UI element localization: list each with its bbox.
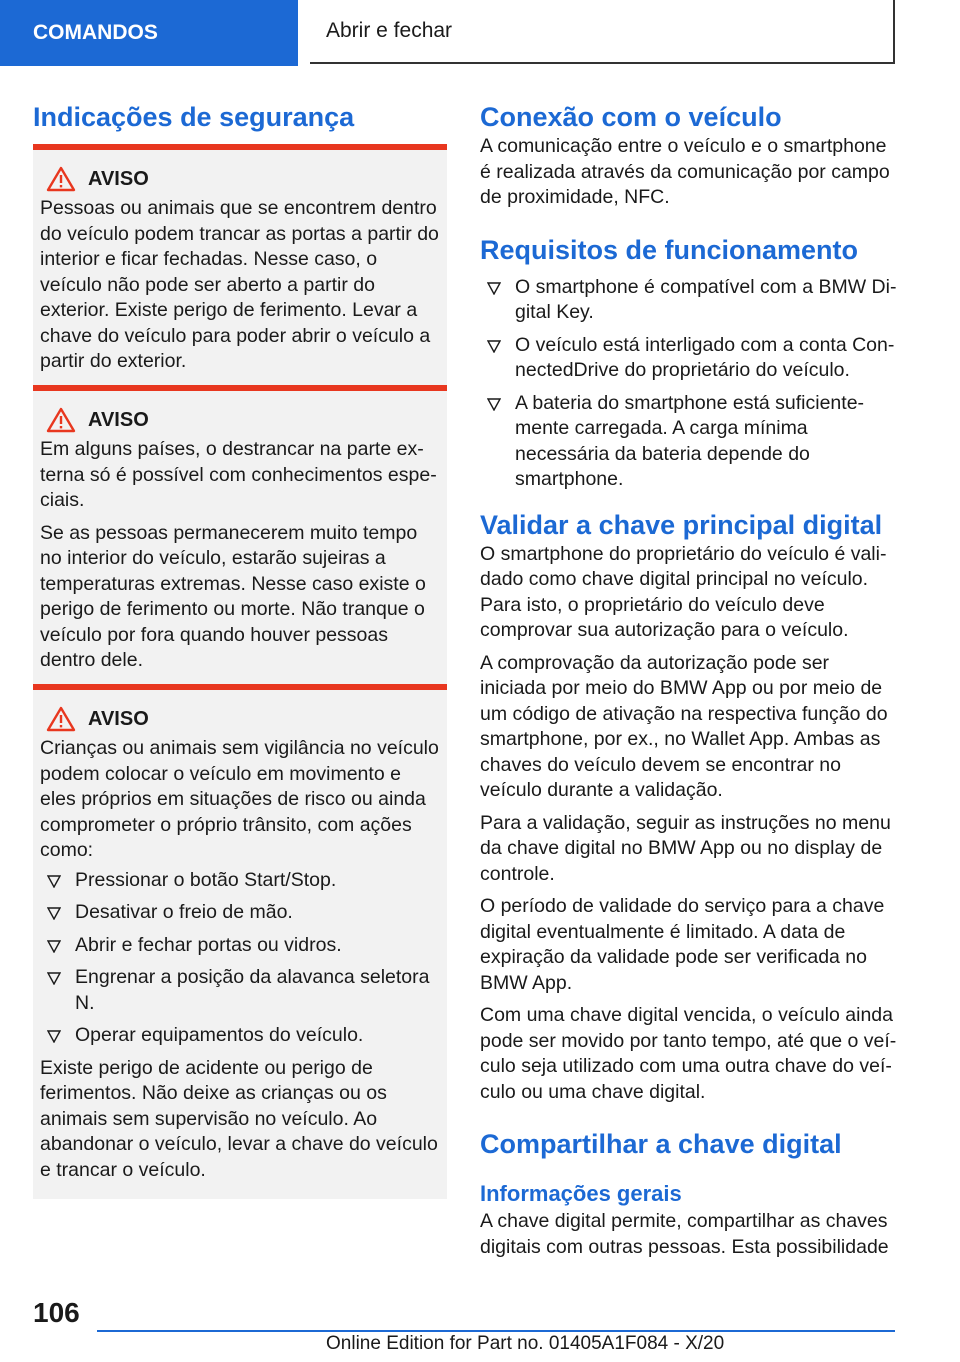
warning-text: Pessoas ou animais que se encontrem dentro do veículo podem trancar as portas a partir do interior e ficar fechadas. Nesse caso, o veículo não pode ser aberto a partir do exterior. Existe perigo de ferimento. Levar a chave do veículo para poder abrir o veículo a partir do exterior. — [40, 197, 439, 372]
validate-text: A comprovação da autorização pode ser iniciada por meio do BMW App ou por meio de um código de ativação na respectiva função do smartphone, por ex., no Wallet App. Ambas as chaves do veículo devem se encontrar no veículo durante a validação. — [480, 651, 888, 801]
share-text: A chave digital permite, compartilhar as chaves digitais com outras pessoas. Esta possibilidade — [480, 1210, 889, 1258]
warning-label: AVISO — [88, 408, 149, 431]
triangle-bullet-icon — [47, 972, 61, 985]
triangle-bullet-icon — [47, 907, 61, 920]
chapter-title: Abrir e fechar — [310, 0, 895, 64]
triangle-bullet-icon — [47, 1030, 61, 1043]
list-item: Pressionar o botão Start/Stop. — [40, 868, 439, 894]
connection-heading: Conexão com o veículo — [480, 102, 782, 132]
warning-text: Se as pessoas permanecerem muito tempo no interior do veículo, estarão sujeiras a temperaturas extremas. Nesse caso existe o perigo de ferimento ou morte. Não tranque o veículo por fora quando houver pessoas dentro dele. — [40, 521, 426, 671]
validate-text: O período de validade do serviço para a chave digital eventualmente é limitado. A data de expiração da validade pode ser verificada no BMW App. — [480, 895, 885, 994]
warning-list — [40, 868, 439, 1049]
list-item: Operar equipamentos do veículo. — [40, 1023, 439, 1049]
triangle-bullet-icon — [487, 398, 501, 411]
safety-heading: Indicações de segurança — [33, 102, 355, 132]
triangle-bullet-icon — [47, 940, 61, 953]
warning-text: Em alguns países, o destrancar na parte externa só é possível com conhecimentos especiais. — [40, 438, 437, 511]
warning-box-3 — [33, 684, 447, 1199]
validate-heading: Validar a chave principal digital — [480, 509, 883, 540]
list-item: Engrenar a posição da alavanca seletora N. — [40, 965, 439, 1016]
warning-box-1 — [33, 144, 447, 391]
validate-text: O smartphone do proprietário do veículo é validado como chave digital principal no veículo. Para isto, o proprietário do veículo deve comprovar sua autorização para o veículo. — [480, 542, 887, 641]
triangle-bullet-icon — [487, 282, 501, 295]
footer-rule — [97, 1330, 895, 1332]
warning-intro: Crianças ou animais sem vigilância no veículo podem colocar o veículo em movimento e eles próprios em situações de risco ou ainda comprometer o próprio trânsito, com ações como: — [40, 737, 439, 861]
warning-label: AVISO — [88, 167, 149, 190]
right-column — [480, 100, 900, 1260]
list-item: A bateria do smartphone está suficientemente carregada. A carga mínima necessária da bateria depende do smartphone. — [480, 391, 900, 493]
requirements-list — [480, 275, 900, 493]
section-tab: COMANDOS — [0, 0, 298, 66]
requirements-heading: Requisitos de funcionamento — [480, 234, 859, 265]
warning-box-2 — [33, 385, 447, 690]
list-item: O smartphone é compatível com a BMW Digital Key. — [480, 275, 900, 326]
warning-outro: Existe perigo de acidente ou perigo de ferimentos. Não deixe as crianças ou os animais sem supervisão no veículo. Ao abandonar o veículo, levar a chave do veículo e trancar o veículo. — [40, 1056, 438, 1181]
triangle-bullet-icon — [487, 340, 501, 353]
validate-text: Com uma chave digital vencida, o veículo ainda pode ser movido por tanto tempo, até que o veículo seja utilizado com uma outra chave do veículo ou uma chave digital. — [480, 1004, 897, 1103]
warning-title — [40, 704, 439, 734]
warning-title — [40, 164, 439, 194]
connection-text: A comunicação entre o veículo e o smartphone é realizada através da comunicação por campo de proximidade, NFC. — [480, 135, 890, 208]
warning-triangle-icon — [46, 166, 76, 192]
list-item: Desativar o freio de mão. — [40, 900, 439, 926]
warning-title — [40, 405, 439, 435]
list-item: O veículo está interligado com a conta ConnectedDrive do proprietário do veículo. — [480, 333, 900, 384]
validate-text: Para a validação, seguir as instruções no menu da chave digital no BMW App ou no display de controle. — [480, 811, 891, 885]
page-number: 106 — [33, 1297, 80, 1328]
footer-edition: Online Edition for Part no. 01405A1F084 - X/20 — [326, 1333, 725, 1354]
warning-label: AVISO — [88, 707, 149, 730]
share-subheading: Informações gerais — [480, 1181, 682, 1206]
list-item: Abrir e fechar portas ou vidros. — [40, 933, 439, 959]
triangle-bullet-icon — [47, 875, 61, 888]
warning-triangle-icon — [46, 407, 76, 433]
warning-triangle-icon — [46, 706, 76, 732]
share-heading: Compartilhar a chave digital — [480, 1129, 842, 1159]
